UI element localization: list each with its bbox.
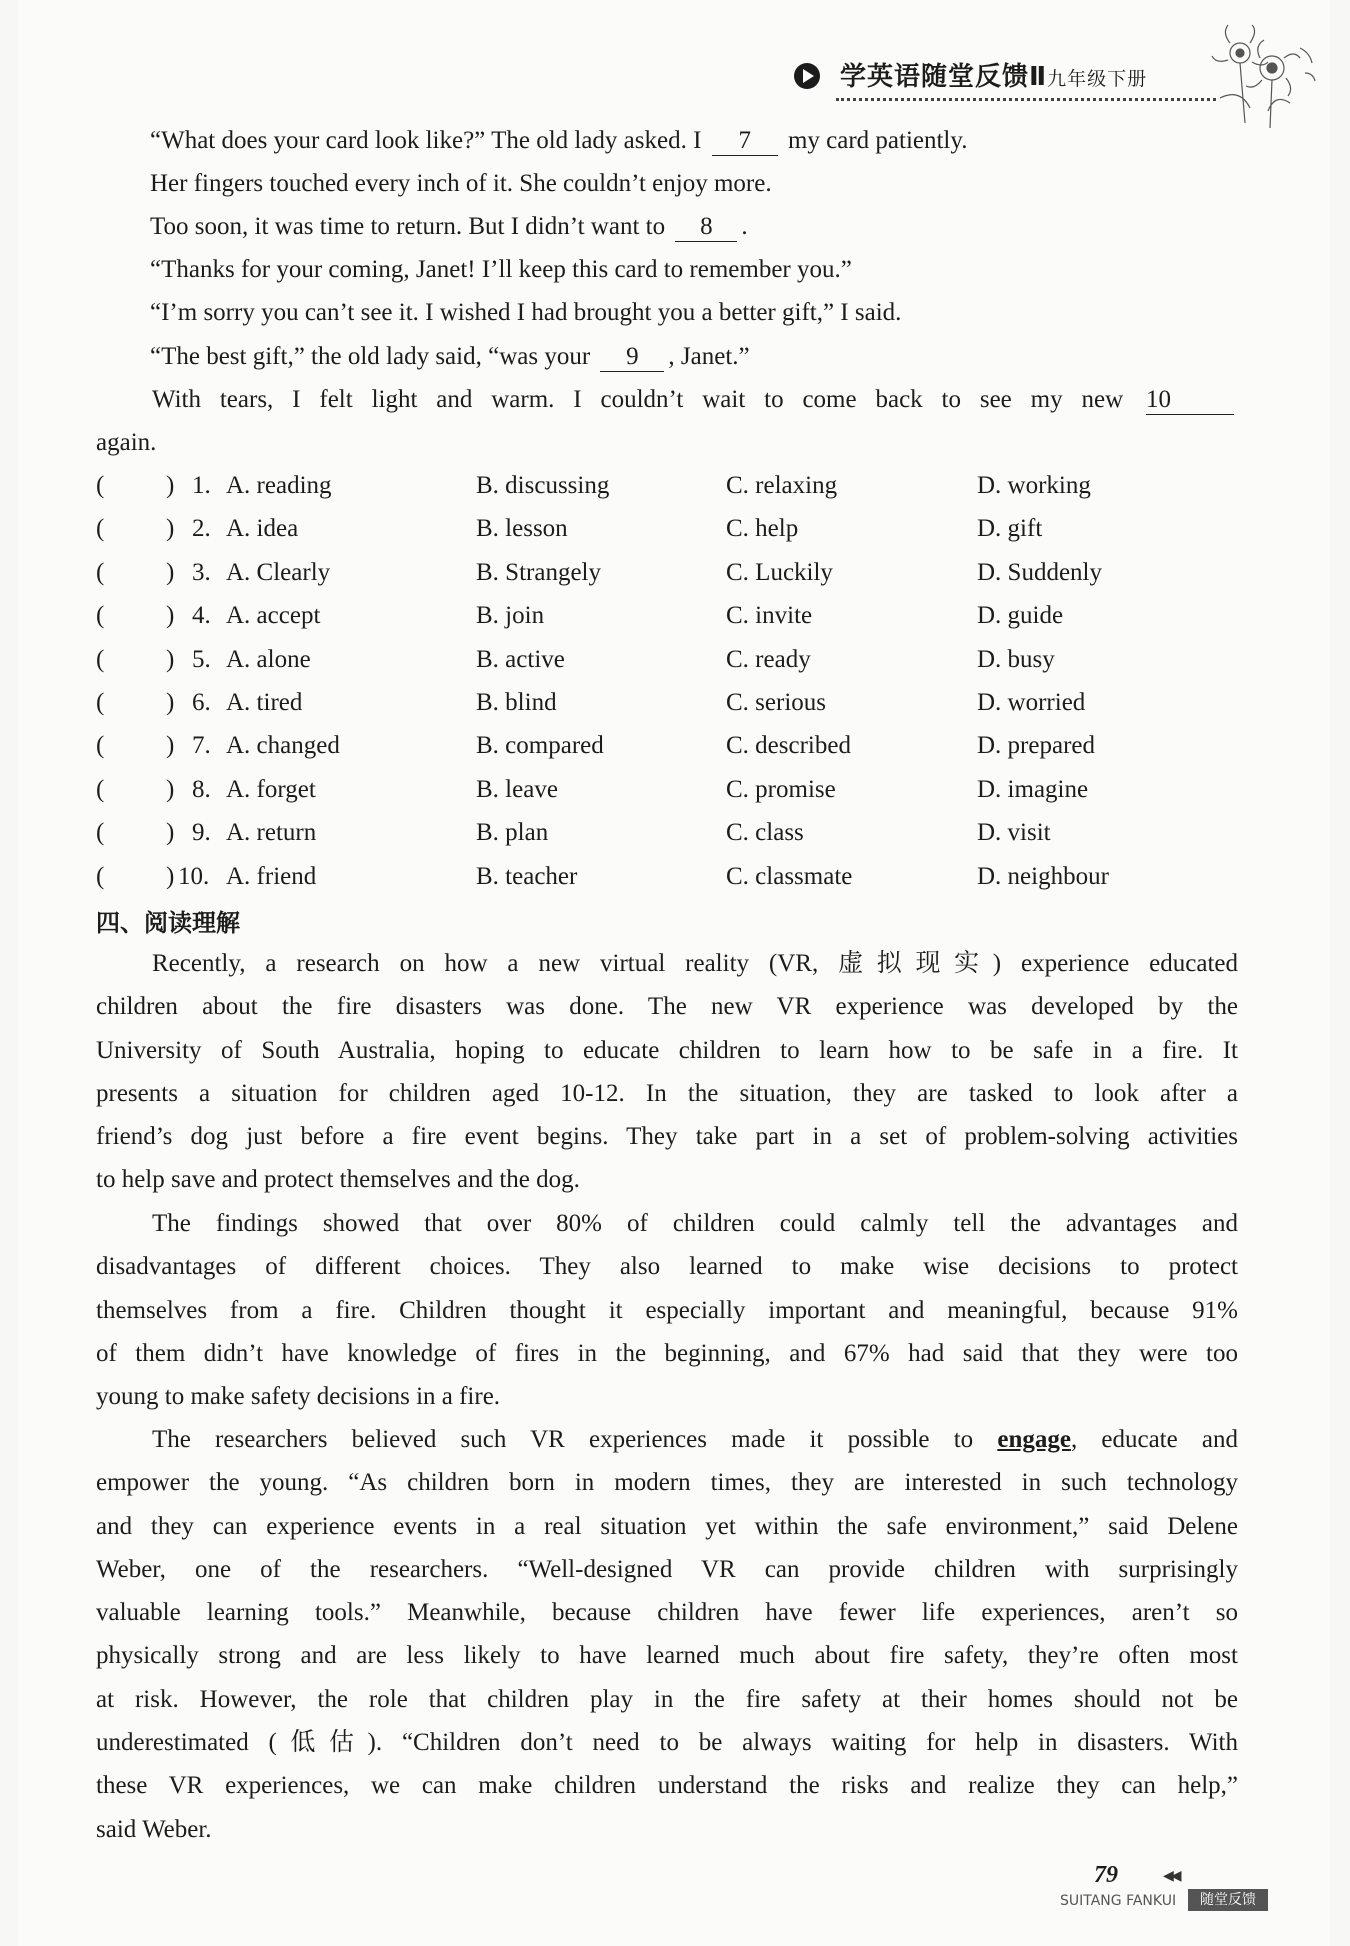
paragraph-line: at risk. However, the role that children play in the fire safety at their homes should not be bbox=[96, 1685, 1238, 1713]
play-icon bbox=[793, 62, 821, 90]
blank-9: 9 bbox=[600, 343, 664, 372]
answer-paren-open: ( bbox=[96, 862, 105, 890]
option-c: C. class bbox=[726, 819, 804, 847]
paragraph-line: empower the young. “As children born in modern times, they are interested in such technology bbox=[96, 1469, 1238, 1497]
option-c: C. described bbox=[726, 732, 851, 760]
option-c: C. help bbox=[726, 515, 799, 543]
paragraph-3 bbox=[96, 1418, 1238, 1851]
page-number: 79 bbox=[1094, 1862, 1118, 1888]
option-a: A. tired bbox=[226, 689, 303, 716]
paragraph-line: children about the fire disasters was done. The new VR experience was developed by the bbox=[96, 993, 1238, 1021]
question-row bbox=[96, 686, 1196, 720]
option-d: D. visit bbox=[977, 819, 1051, 847]
option-c: C. classmate bbox=[726, 862, 853, 890]
question-number: 8. bbox=[192, 775, 211, 803]
paragraph-line: The findings showed that over 80% of children could calmly tell the advantages and bbox=[152, 1210, 1238, 1237]
paragraph-line: University of South Australia, hoping to educate children to learn how to be safe in a fire. It bbox=[96, 1036, 1238, 1064]
option-b: B. teacher bbox=[476, 862, 578, 890]
passage-line: Too soon, it was time to return. But I didn’t want to 8 . bbox=[150, 213, 748, 240]
paragraph-line: The researchers believed such VR experiences made it possible to engage, educate and bbox=[152, 1426, 1239, 1453]
engage-keyword: engage bbox=[997, 1426, 1071, 1453]
answer-paren-close: ) bbox=[166, 862, 175, 890]
question-number: 6. bbox=[192, 689, 211, 716]
option-a: A. changed bbox=[226, 732, 340, 760]
header-divider bbox=[836, 98, 1216, 101]
option-c: C. relaxing bbox=[726, 472, 838, 499]
option-a: A. Clearly bbox=[226, 558, 331, 586]
option-b: B. join bbox=[476, 602, 545, 630]
paragraph-line: disadvantages of different choices. They also learned to make wise decisions to protect bbox=[96, 1253, 1238, 1281]
option-b: B. plan bbox=[476, 819, 549, 847]
question-number: 9. bbox=[192, 819, 211, 847]
question-row bbox=[96, 512, 1196, 546]
option-d: D. working bbox=[977, 472, 1091, 499]
paragraph-line: of them didn’t have knowledge of fires in the beginning, and 67% had said that they were too bbox=[96, 1339, 1238, 1367]
question-number: 7. bbox=[192, 732, 211, 760]
option-c: C. invite bbox=[726, 602, 813, 630]
passage-line: Her fingers touched every inch of it. She couldn’t enjoy more. bbox=[150, 170, 772, 197]
page-header bbox=[788, 52, 1218, 102]
footer-brand: SUITANG FANKUI bbox=[1060, 1893, 1177, 1909]
paragraph-line: young to make safety decisions in a fire. bbox=[96, 1383, 501, 1411]
question-row bbox=[96, 860, 1196, 894]
answer-paren-close: ) bbox=[166, 602, 175, 630]
option-b: B. discussing bbox=[476, 472, 610, 499]
question-number: 5. bbox=[192, 645, 211, 673]
option-a: A. friend bbox=[226, 862, 317, 890]
question-row bbox=[96, 599, 1196, 633]
passage-line: With tears, I felt light and warm. I couldn’t wait to come back to see my new 10 bbox=[152, 383, 1238, 417]
paragraph-line: friend’s dog just before a fire event begins. They take part in a set of problem-solving activities bbox=[96, 1123, 1238, 1151]
paragraph-line: presents a situation for children aged 10-12. In the situation, they are tasked to look after a bbox=[96, 1079, 1238, 1107]
blank-7: 7 bbox=[712, 127, 778, 156]
question-number: 2. bbox=[192, 515, 211, 543]
option-d: D. busy bbox=[977, 645, 1055, 673]
paragraph-line: these VR experiences, we can make children understand the risks and realize they can help,” bbox=[96, 1772, 1238, 1800]
answer-paren-close: ) bbox=[166, 689, 175, 716]
paragraph-line: Weber, one of the researchers. “Well-designed VR can provide children with surprisingly bbox=[96, 1555, 1238, 1583]
answer-paren-open: ( bbox=[96, 689, 105, 716]
option-a: A. return bbox=[226, 819, 317, 847]
option-c: C. Luckily bbox=[726, 558, 833, 586]
paragraph-line: underestimated (低估). “Children don’t need to be always waiting for help in disasters. With bbox=[96, 1729, 1238, 1757]
answer-paren-close: ) bbox=[166, 515, 175, 543]
question-number: 4. bbox=[192, 602, 211, 630]
sunflower-decoration-icon bbox=[1200, 18, 1320, 138]
paragraph-line: themselves from a fire. Children thought it especially important and meaningful, because 91% bbox=[96, 1296, 1238, 1324]
grade-label: 九年级下册 bbox=[1047, 68, 1148, 90]
passage-line: “I’m sorry you can’t see it. I wished I had brought you a better gift,” I said. bbox=[150, 299, 902, 326]
passage-line: again. bbox=[96, 429, 157, 456]
question-row bbox=[96, 816, 1196, 850]
blank-10: 10 bbox=[1146, 386, 1234, 415]
option-d: D. Suddenly bbox=[977, 558, 1102, 586]
answer-paren-open: ( bbox=[96, 602, 105, 630]
option-b: B. lesson bbox=[476, 515, 568, 543]
answer-paren-close: ) bbox=[166, 775, 175, 803]
answer-paren-open: ( bbox=[96, 472, 105, 499]
paragraph-2 bbox=[96, 1202, 1238, 1418]
answer-paren-open: ( bbox=[96, 558, 105, 586]
answer-paren-open: ( bbox=[96, 819, 105, 847]
option-a: A. reading bbox=[226, 472, 332, 499]
answer-paren-open: ( bbox=[96, 515, 105, 543]
question-row bbox=[96, 469, 1196, 503]
question-row bbox=[96, 556, 1196, 590]
question-row bbox=[96, 729, 1196, 763]
paragraph-line: and they can experience events in a real situation yet within the safe environment,” said Delene bbox=[96, 1512, 1238, 1540]
section-title: 四、阅读理解 bbox=[96, 909, 240, 937]
option-b: B. active bbox=[476, 645, 565, 673]
option-d: D. prepared bbox=[977, 732, 1095, 760]
answer-paren-close: ) bbox=[166, 645, 175, 673]
option-b: B. blind bbox=[476, 689, 557, 716]
paragraph-line: valuable learning tools.” Meanwhile, because children have fewer life experiences, aren’t so bbox=[96, 1599, 1238, 1627]
answer-paren-close: ) bbox=[166, 819, 175, 847]
option-a: A. idea bbox=[226, 515, 299, 543]
answer-paren-close: ) bbox=[166, 732, 175, 760]
option-b: B. Strangely bbox=[476, 558, 601, 586]
book-title: 学英语随堂反馈Ⅱ九年级下册 bbox=[840, 62, 1148, 92]
question-row bbox=[96, 773, 1196, 807]
answer-paren-open: ( bbox=[96, 645, 105, 673]
answer-paren-close: ) bbox=[166, 472, 175, 499]
arrow-left-icon: ◀◀ bbox=[1163, 1869, 1179, 1884]
paragraph-line: to help save and protect themselves and the dog. bbox=[96, 1166, 580, 1194]
option-b: B. compared bbox=[476, 732, 604, 760]
option-c: C. serious bbox=[726, 689, 826, 716]
option-b: B. leave bbox=[476, 775, 558, 803]
paragraph-1 bbox=[96, 942, 1238, 1202]
footer-badge: 随堂反馈 bbox=[1188, 1889, 1268, 1911]
question-row bbox=[96, 643, 1196, 677]
question-number: 3. bbox=[192, 558, 211, 586]
paragraph-line: physically strong and are less likely to have learned much about fire safety, they’re often most bbox=[96, 1642, 1238, 1670]
option-a: A. alone bbox=[226, 645, 311, 673]
question-number: 1. bbox=[192, 472, 211, 499]
option-c: C. promise bbox=[726, 775, 836, 803]
option-d: D. gift bbox=[977, 515, 1043, 543]
question-number: 10. bbox=[178, 862, 210, 890]
option-d: D. guide bbox=[977, 602, 1064, 630]
answer-paren-close: ) bbox=[166, 558, 175, 586]
option-a: A. accept bbox=[226, 602, 321, 630]
answer-paren-open: ( bbox=[96, 732, 105, 760]
blank-8: 8 bbox=[675, 213, 737, 242]
paragraph-line: Recently, a research on how a new virtual reality (VR, 虚拟现实) experience educated bbox=[152, 950, 1238, 977]
paragraph-line: said Weber. bbox=[96, 1815, 212, 1843]
passage-line: “Thanks for your coming, Janet! I’ll keep this card to remember you.” bbox=[150, 256, 852, 283]
option-d: D. imagine bbox=[977, 775, 1089, 803]
option-d: D. worried bbox=[977, 689, 1086, 716]
passage-line: “The best gift,” the old lady said, “was your 9 , Janet.” bbox=[150, 343, 750, 370]
option-d: D. neighbour bbox=[977, 862, 1109, 890]
option-a: A. forget bbox=[226, 775, 316, 803]
answer-paren-open: ( bbox=[96, 775, 105, 803]
option-c: C. ready bbox=[726, 645, 811, 673]
passage-line: “What does your card look like?” The old lady asked. I 7 my card patiently. bbox=[150, 127, 968, 154]
